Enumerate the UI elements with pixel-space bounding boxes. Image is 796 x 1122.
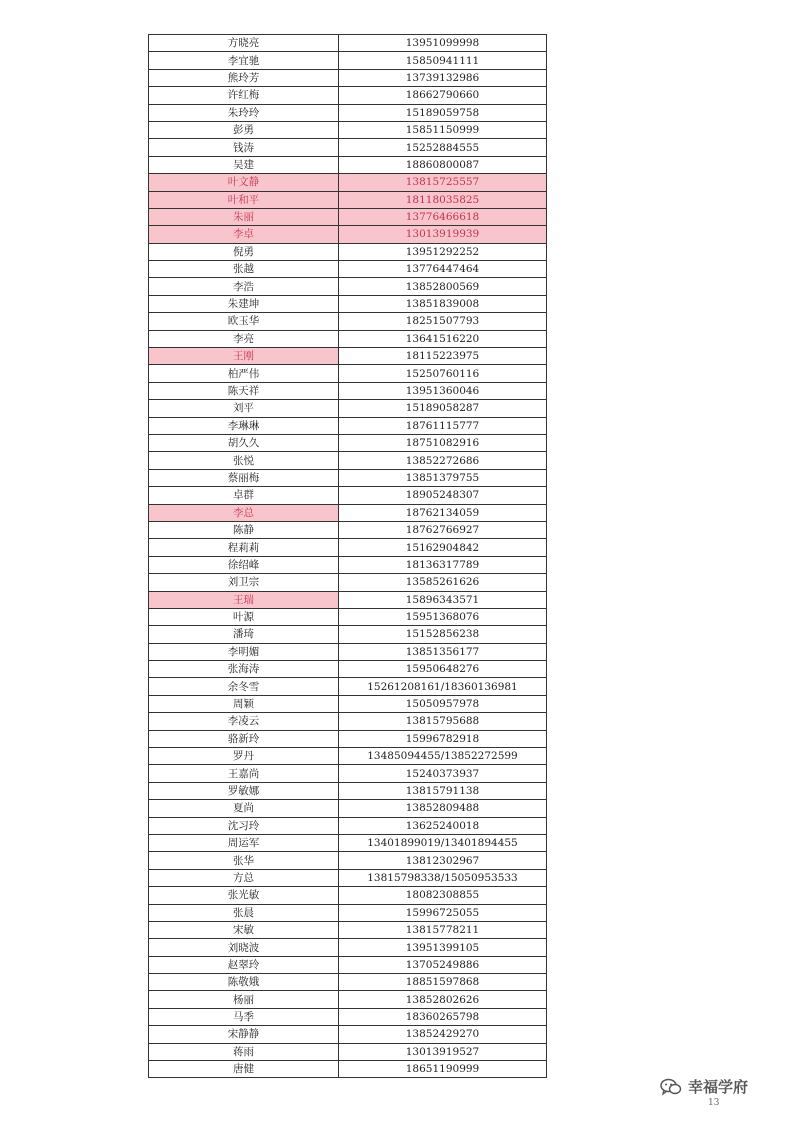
table-row bbox=[149, 365, 547, 382]
table-row bbox=[149, 261, 547, 278]
contact-phone-cell: 13852802626 bbox=[339, 991, 547, 1008]
contact-name-cell: 叶和平 bbox=[149, 191, 339, 208]
contact-phone-cell: 13851356177 bbox=[339, 643, 547, 660]
contact-phone-cell: 13852800569 bbox=[339, 278, 547, 295]
contact-name-cell: 柏严伟 bbox=[149, 365, 339, 382]
contact-phone-cell: 15189059758 bbox=[339, 104, 547, 121]
contact-phone-cell: 18762766927 bbox=[339, 521, 547, 538]
contact-phone-cell: 13641516220 bbox=[339, 330, 547, 347]
contact-phone-cell: 13776466618 bbox=[339, 208, 547, 225]
contact-name-cell: 张华 bbox=[149, 852, 339, 869]
table-row bbox=[149, 69, 547, 86]
contact-name-cell: 赵翠玲 bbox=[149, 956, 339, 973]
table-row bbox=[149, 295, 547, 312]
contact-name-cell: 李总 bbox=[149, 504, 339, 521]
watermark-text: 幸福学府 bbox=[688, 1078, 749, 1096]
contact-name-cell: 唐健 bbox=[149, 1061, 339, 1078]
contact-phone-cell: 13851839008 bbox=[339, 295, 547, 312]
table-row bbox=[149, 991, 547, 1008]
contact-name-cell: 王嘉尚 bbox=[149, 765, 339, 782]
table-row bbox=[149, 939, 547, 956]
contact-phone-cell: 13739132986 bbox=[339, 69, 547, 86]
contact-name-cell: 程莉莉 bbox=[149, 539, 339, 556]
contact-phone-cell: 13625240018 bbox=[339, 817, 547, 834]
table-row bbox=[149, 313, 547, 330]
contact-name-cell: 李浩 bbox=[149, 278, 339, 295]
contact-phone-cell: 18662790660 bbox=[339, 87, 547, 104]
table-row bbox=[149, 661, 547, 678]
contact-name-cell: 张海涛 bbox=[149, 661, 339, 678]
watermark bbox=[660, 1076, 748, 1097]
table-row bbox=[149, 191, 547, 208]
table-row bbox=[149, 782, 547, 799]
table-row bbox=[149, 504, 547, 521]
table-row bbox=[149, 382, 547, 399]
table-row bbox=[149, 139, 547, 156]
table-row bbox=[149, 695, 547, 712]
contact-name-cell: 罗丹 bbox=[149, 748, 339, 765]
contact-name-cell: 刘卫宗 bbox=[149, 574, 339, 591]
contact-phone-cell: 18905248307 bbox=[339, 487, 547, 504]
table-row bbox=[149, 539, 547, 556]
contact-name-cell: 吴建 bbox=[149, 156, 339, 173]
contact-name-cell: 夏尚 bbox=[149, 800, 339, 817]
table-row bbox=[149, 869, 547, 886]
table-row bbox=[149, 434, 547, 451]
contact-name-cell: 李明媚 bbox=[149, 643, 339, 660]
contact-phone-cell: 18762134059 bbox=[339, 504, 547, 521]
table-row bbox=[149, 226, 547, 243]
contact-name-cell: 罗敏娜 bbox=[149, 782, 339, 799]
contact-phone-cell: 13585261626 bbox=[339, 574, 547, 591]
table-row bbox=[149, 1026, 547, 1043]
contact-name-cell: 李亮 bbox=[149, 330, 339, 347]
table-row bbox=[149, 278, 547, 295]
contact-name-cell: 张晨 bbox=[149, 904, 339, 921]
contact-phone-cell: 15950648276 bbox=[339, 661, 547, 678]
contact-phone-cell: 18115223975 bbox=[339, 348, 547, 365]
table-row bbox=[149, 156, 547, 173]
table-row bbox=[149, 104, 547, 121]
contact-phone-cell: 18136317789 bbox=[339, 556, 547, 573]
contact-phone-cell: 15261208161/18360136981 bbox=[339, 678, 547, 695]
page-number: 13 bbox=[708, 1098, 720, 1108]
contact-name-cell: 李凌云 bbox=[149, 713, 339, 730]
table-row bbox=[149, 921, 547, 938]
table-row bbox=[149, 748, 547, 765]
contact-phone-cell: 15050957978 bbox=[339, 695, 547, 712]
contact-name-cell: 王瑞 bbox=[149, 591, 339, 608]
table-row bbox=[149, 887, 547, 904]
contact-name-cell: 方总 bbox=[149, 869, 339, 886]
contact-name-cell: 陈天祥 bbox=[149, 382, 339, 399]
contact-name-cell: 钱涛 bbox=[149, 139, 339, 156]
contact-phone-cell: 15250760116 bbox=[339, 365, 547, 382]
contact-phone-cell: 18118035825 bbox=[339, 191, 547, 208]
contact-phone-cell: 15162904842 bbox=[339, 539, 547, 556]
contact-phone-cell: 13776447464 bbox=[339, 261, 547, 278]
table-row bbox=[149, 452, 547, 469]
wechat-icon bbox=[660, 1078, 682, 1096]
contact-name-cell: 周运军 bbox=[149, 834, 339, 851]
contact-phone-cell: 18851597868 bbox=[339, 974, 547, 991]
table-row bbox=[149, 852, 547, 869]
table-row bbox=[149, 626, 547, 643]
contact-name-cell: 彭勇 bbox=[149, 121, 339, 138]
contact-phone-cell: 18860800087 bbox=[339, 156, 547, 173]
table-row bbox=[149, 521, 547, 538]
contact-phone-cell: 13951099998 bbox=[339, 35, 547, 52]
contact-name-cell: 宋敏 bbox=[149, 921, 339, 938]
table-row bbox=[149, 591, 547, 608]
contact-name-cell: 李卓 bbox=[149, 226, 339, 243]
contact-name-cell: 蔡丽梅 bbox=[149, 469, 339, 486]
contact-name-cell: 马季 bbox=[149, 1008, 339, 1025]
contact-name-cell: 陈静 bbox=[149, 521, 339, 538]
table-row bbox=[149, 817, 547, 834]
contact-name-cell: 张越 bbox=[149, 261, 339, 278]
contact-name-cell: 杨丽 bbox=[149, 991, 339, 1008]
contact-name-cell: 欧玉华 bbox=[149, 313, 339, 330]
table-row bbox=[149, 765, 547, 782]
contact-phone-cell: 13851379755 bbox=[339, 469, 547, 486]
contact-name-cell: 叶文静 bbox=[149, 174, 339, 191]
table-row bbox=[149, 330, 547, 347]
table-row bbox=[149, 174, 547, 191]
contact-name-cell: 张光敏 bbox=[149, 887, 339, 904]
contact-phone-cell: 13013919939 bbox=[339, 226, 547, 243]
contact-name-cell: 张悦 bbox=[149, 452, 339, 469]
contact-name-cell: 方晓亮 bbox=[149, 35, 339, 52]
contact-name-cell: 李琳琳 bbox=[149, 417, 339, 434]
contact-phone-cell: 18251507793 bbox=[339, 313, 547, 330]
contacts-table-body bbox=[149, 35, 547, 1078]
table-row bbox=[149, 469, 547, 486]
contact-phone-cell: 18651190999 bbox=[339, 1061, 547, 1078]
contact-phone-cell: 13852429270 bbox=[339, 1026, 547, 1043]
contact-name-cell: 沈习玲 bbox=[149, 817, 339, 834]
contact-phone-cell: 13951360046 bbox=[339, 382, 547, 399]
table-row bbox=[149, 834, 547, 851]
contact-name-cell: 朱玲玲 bbox=[149, 104, 339, 121]
contact-name-cell: 刘平 bbox=[149, 400, 339, 417]
contact-phone-cell: 13815798338/15050953533 bbox=[339, 869, 547, 886]
contact-name-cell: 王刚 bbox=[149, 348, 339, 365]
contact-phone-cell: 13951399105 bbox=[339, 939, 547, 956]
table-row bbox=[149, 1043, 547, 1060]
contact-phone-cell: 13815778211 bbox=[339, 921, 547, 938]
contact-phone-cell: 13485094455/13852272599 bbox=[339, 748, 547, 765]
contact-phone-cell: 15152856238 bbox=[339, 626, 547, 643]
table-row bbox=[149, 87, 547, 104]
contact-phone-cell: 15896343571 bbox=[339, 591, 547, 608]
contacts-table bbox=[148, 34, 547, 1078]
table-row bbox=[149, 417, 547, 434]
contact-phone-cell: 15951368076 bbox=[339, 608, 547, 625]
contact-name-cell: 刘晓波 bbox=[149, 939, 339, 956]
contact-name-cell: 叶源 bbox=[149, 608, 339, 625]
table-row bbox=[149, 487, 547, 504]
table-row bbox=[149, 643, 547, 660]
table-row bbox=[149, 556, 547, 573]
contact-phone-cell: 15850941111 bbox=[339, 52, 547, 69]
contact-phone-cell: 13812302967 bbox=[339, 852, 547, 869]
contact-phone-cell: 15189058287 bbox=[339, 400, 547, 417]
contact-name-cell: 潘琦 bbox=[149, 626, 339, 643]
table-row bbox=[149, 713, 547, 730]
table-row bbox=[149, 574, 547, 591]
contact-phone-cell: 13852272686 bbox=[339, 452, 547, 469]
contact-name-cell: 李宜驰 bbox=[149, 52, 339, 69]
contact-name-cell: 朱丽 bbox=[149, 208, 339, 225]
contact-phone-cell: 18082308855 bbox=[339, 887, 547, 904]
contact-name-cell: 卓群 bbox=[149, 487, 339, 504]
contact-phone-cell: 15240373937 bbox=[339, 765, 547, 782]
table-row bbox=[149, 35, 547, 52]
contact-phone-cell: 13815725557 bbox=[339, 174, 547, 191]
contact-phone-cell: 18761115777 bbox=[339, 417, 547, 434]
contact-phone-cell: 13951292252 bbox=[339, 243, 547, 260]
contact-name-cell: 倪勇 bbox=[149, 243, 339, 260]
contact-name-cell: 胡久久 bbox=[149, 434, 339, 451]
contact-name-cell: 陈敬娥 bbox=[149, 974, 339, 991]
contact-phone-cell: 13013919527 bbox=[339, 1043, 547, 1060]
contact-phone-cell: 13705249886 bbox=[339, 956, 547, 973]
contact-phone-cell: 15851150999 bbox=[339, 121, 547, 138]
contact-phone-cell: 18751082916 bbox=[339, 434, 547, 451]
contact-phone-cell: 15252884555 bbox=[339, 139, 547, 156]
contact-name-cell: 余冬雪 bbox=[149, 678, 339, 695]
contact-name-cell: 朱建坤 bbox=[149, 295, 339, 312]
table-row bbox=[149, 400, 547, 417]
table-row bbox=[149, 730, 547, 747]
contact-phone-cell: 18360265798 bbox=[339, 1008, 547, 1025]
contact-name-cell: 骆新玲 bbox=[149, 730, 339, 747]
table-row bbox=[149, 121, 547, 138]
contact-name-cell: 周颖 bbox=[149, 695, 339, 712]
contact-name-cell: 许红梅 bbox=[149, 87, 339, 104]
table-row bbox=[149, 1061, 547, 1078]
contact-phone-cell: 15996782918 bbox=[339, 730, 547, 747]
contact-name-cell: 蒋雨 bbox=[149, 1043, 339, 1060]
contact-name-cell: 熊玲芳 bbox=[149, 69, 339, 86]
table-row bbox=[149, 800, 547, 817]
table-row bbox=[149, 956, 547, 973]
table-row bbox=[149, 52, 547, 69]
contact-phone-cell: 13401899019/13401894455 bbox=[339, 834, 547, 851]
table-row bbox=[149, 348, 547, 365]
contact-phone-cell: 15996725055 bbox=[339, 904, 547, 921]
table-row bbox=[149, 208, 547, 225]
table-row bbox=[149, 678, 547, 695]
contact-phone-cell: 13815795688 bbox=[339, 713, 547, 730]
contact-phone-cell: 13815791138 bbox=[339, 782, 547, 799]
table-row bbox=[149, 904, 547, 921]
table-row bbox=[149, 243, 547, 260]
table-row bbox=[149, 1008, 547, 1025]
table-row bbox=[149, 974, 547, 991]
contact-name-cell: 徐绍峰 bbox=[149, 556, 339, 573]
table-row bbox=[149, 608, 547, 625]
contact-name-cell: 宋静静 bbox=[149, 1026, 339, 1043]
contact-phone-cell: 13852809488 bbox=[339, 800, 547, 817]
